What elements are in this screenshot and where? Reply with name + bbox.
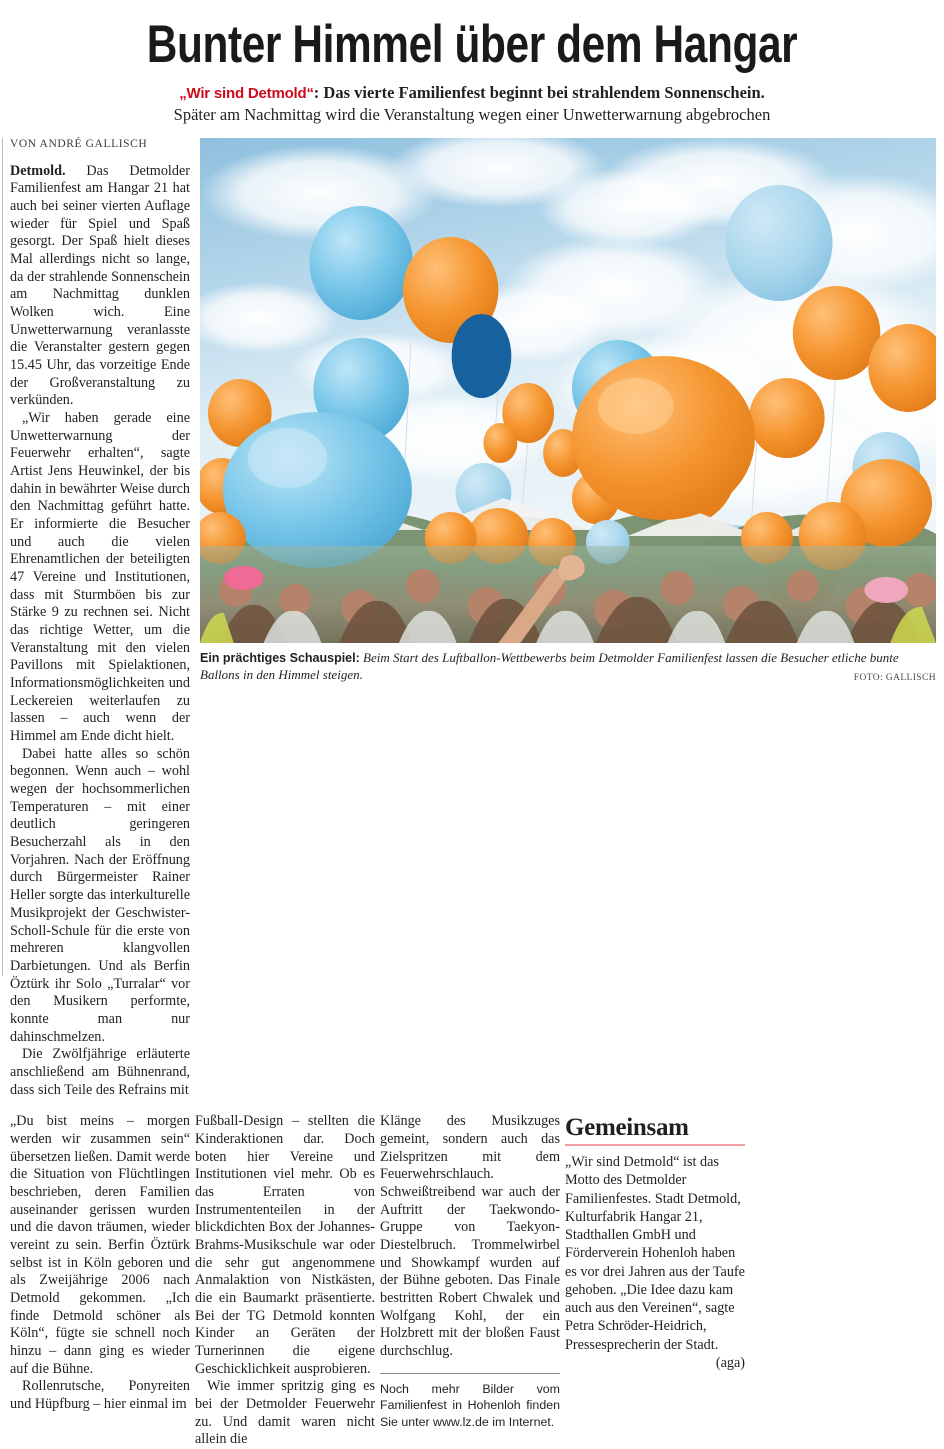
sidebar-rule — [565, 1144, 745, 1146]
paragraph-1-text: Das Detmolder Familienfest am Hangar 21 hat auch bei seiner vierten Auflage wieder für Spiel und Spaß gesorgt. Der Spaß hielt dieses Mal allerdings nicht so lange, da der strahlende Sonnenschein am Nachmittag dunklen Wolken wich. Eine Unwetterwarnung veranlasste die Veranstalter gestern gegen 15.45 Uhr, das vorzeitige Ende der Großveranstaltung zu verkünden. — [10, 162, 190, 409]
online-teaser — [380, 1373, 560, 1432]
photo-illustration — [200, 138, 936, 643]
column-1 — [10, 138, 190, 1100]
sidebar-box — [565, 1113, 745, 1371]
teaser-divider-rule — [380, 1373, 560, 1374]
sidebar-body — [565, 1153, 745, 1371]
subheadline-line-1: : Das vierte Familienfest beginnt bei strahlendem Sonnenschein. — [313, 83, 765, 103]
paragraph-6: Rollenrutsche, Ponyreiten und Hüpfburg – hier einmal im — [10, 1378, 190, 1412]
paragraph-5: „Du bist meins – morgen werden wir zusammen sein“ übersetzen ließen. Damit werde die Situation von Flüchtlingen beschrieben, deren Familien auseinander gerissen wurden und die davon träumen, wieder vereint zu sein. Berfin Öztürk selbst ist in Köln geboren und als Zweijährige 2006 nach Detmold gekommen. „Ich finde Detmold schöner als Köln“, fügte sie schnell noch hinzu – dann ging es wieder auf die Bühne. — [10, 1113, 190, 1377]
paragraph-4: Die Zwölfjährige erläuterte anschließend am Bühnenrand, dass sich Teile des Refrains mit — [10, 1046, 190, 1098]
teaser-text[interactable]: Noch mehr Bilder vom Familienfest in Hohenloh finden Sie unter www.lz.de im Internet. — [380, 1381, 560, 1430]
subheadline-line-2: Später am Nachmittag wird die Veranstaltung wegen einer Unwetterwarnung abgebrochen — [173, 104, 771, 124]
photo-caption — [200, 650, 936, 684]
sidebar-title: Gemeinsam — [565, 1114, 689, 1142]
dateline: Detmold. — [10, 162, 66, 179]
subheadline-kicker: „Wir sind Detmold“ — [179, 85, 314, 103]
subheadline — [0, 76, 944, 126]
article-photo — [200, 138, 936, 643]
top-row — [10, 138, 936, 1100]
paragraph-7: Fußball-Design – stellten die Kinderaktionen dar. Doch boten hier Vereine und Institutionen viel mehr. Ob es das Erraten von Instrumententeilen in der blickdichten Box der Johannes-Brahms-Musikschule war oder die sehr gut angenommene Anmalaktion von Nistkästen, die ein Baumarkt präsentierte. Bei der TG Detmold konnten Kinder an Geräten der Turnerinnen die eigene Geschicklichkeit ausprobieren. — [195, 1113, 375, 1377]
sidebar-body-text: „Wir sind Detmold“ ist das Motto des Detmolder Familienfestes. Stadt Detmold, Kulturfabrik Hangar 21, Stadthallen GmbH und Förderverein Hohenloh haben es vor drei Jahren aus der Taufe gehoben. „Die Idee dazu kam auch aus den Vereinen“, sagte Petra Schröder-Heidrich, Pressesprecherin der Stadt. — [565, 1154, 745, 1353]
bottom-row — [10, 1113, 936, 1449]
paragraph-9: Klänge des Musikzuges gemeint, sondern auch das Zielspritzen mit dem Feuerwehrschlauch. Schweißtreibend war auch der Auftritt der Taekwondo-Gruppe von Taekyon-Diestelbruch. Trommelwirbel und Showkampf wurden auf der Bühne geboten. Das Finale bestritten Robert Chwalek und Wolfgang Kohl, der ein Holzbrett mit der bloßen Faust durchschlug. — [380, 1113, 560, 1359]
column-1-bottom — [10, 1113, 190, 1413]
paragraph-2: „Wir haben gerade eine Unwetterwarnung der Feuerwehr erhalten“, sagte Artist Jens Heuwinkel, der bis dahin in bewährter Weise durch den Nachmittag geführt hatte. Er informierte die Besucher und auch die vielen Ehrenamtlichen der beteiligten 47 Vereine und Institutionen, dass mit Sturmböen bis zur Stärke 9 zu rechnen sei. Nicht das richtige Wetter, um die Veranstaltung mit den vielen Pavillons mit Spielaktionen, Informationsmöglichkeiten und Leckereien weiterlaufen zu lassen – auch wenn der Himmel am Ende dicht hielt. — [10, 410, 190, 745]
left-divider-rule — [2, 138, 3, 976]
caption-text: Beim Start des Luftballon-Wettbewerbs beim Detmolder Familienfest lassen die Besucher etliche bunte Ballons in den Himmel steigen. — [200, 649, 899, 682]
column-2-bottom — [195, 1113, 375, 1449]
photo-block — [200, 138, 936, 684]
paragraph-1 — [10, 163, 190, 410]
sidebar-signature: (aga) — [715, 1354, 745, 1371]
photo-credit: FOTO: GALLISCH — [853, 673, 936, 684]
column-4-sidebar — [565, 1113, 745, 1372]
byline: VON ANDRÉ GALLISCH — [10, 137, 148, 150]
article-body — [0, 138, 944, 1449]
page-title: Bunter Himmel über dem Hangar — [146, 15, 798, 74]
caption-lead: Ein prächtiges Schauspiel: — [200, 650, 360, 665]
paragraph-8: Wie immer spritzig ging es bei der Detmolder Feuerwehr zu. Und damit waren nicht allein die — [195, 1378, 375, 1448]
column-3-bottom — [380, 1113, 560, 1431]
paragraph-3: Dabei hatte alles so schön begonnen. Wenn auch – wohl wegen der hochsommerlichen Temperaturen – mit einer deutlich geringeren Besucherzahl als in den Vorjahren. Nach der Eröffnung durch Bürgermeister Rainer Heller sorgte das interkulturelle Musikprojekt der Geschwister-Scholl-Schule für die erste von mehreren klangvollen Darbietungen. Und als Berfin Öztürk ihr Solo „Turralar“ vor den Musikern performte, konnte man nur dahinschmelzen. — [10, 745, 190, 1045]
